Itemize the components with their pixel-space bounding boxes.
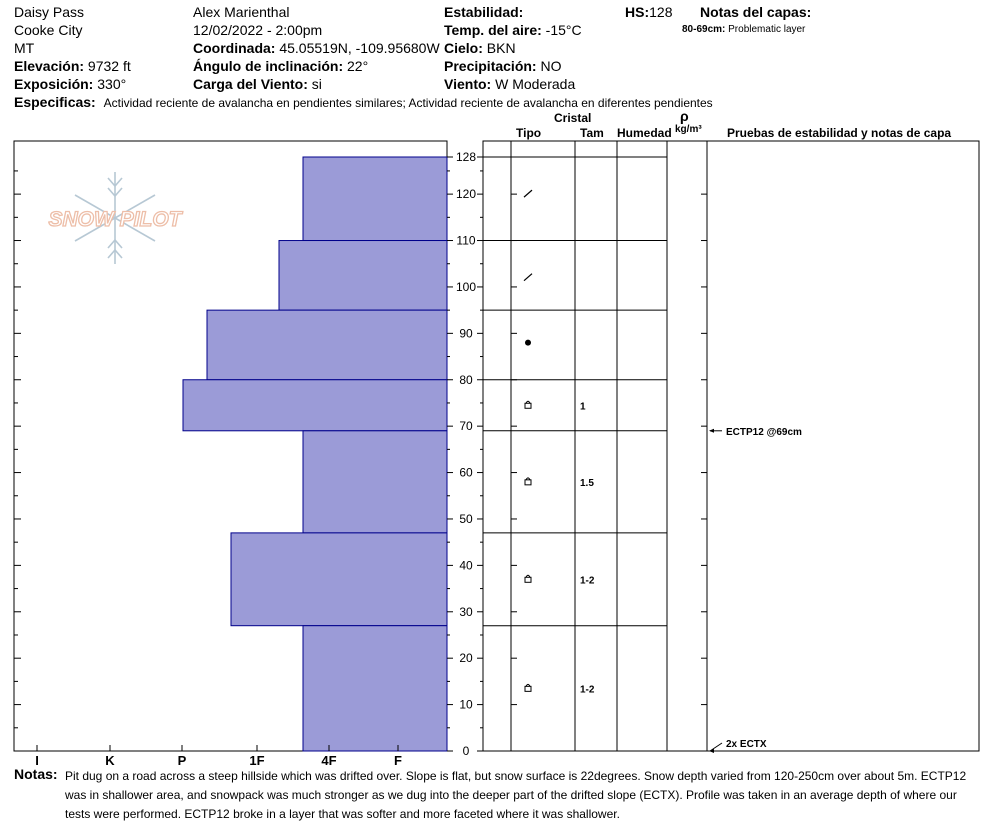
layer-note-range: 80-69cm: [682, 24, 726, 35]
hardness-bar [303, 431, 447, 533]
x-tick-label: P [177, 753, 187, 768]
logo-text: SNOW PILOT [48, 208, 182, 231]
city-name: Cooke City [14, 22, 83, 38]
depth-tick-label: 128 [455, 150, 477, 164]
faceted-crystals-icon [525, 480, 531, 485]
depth-tick-label: 80 [459, 372, 473, 387]
coord-label: Coordinada: [193, 40, 276, 56]
x-tick-label: F [394, 753, 402, 768]
grain-table [483, 141, 979, 753]
hardness-bar [303, 157, 447, 241]
aspect-value: 330° [97, 76, 127, 92]
depth-tick-label: 20 [459, 651, 473, 666]
humedad-header: Humedad [617, 126, 672, 140]
slope-value: 22° [347, 58, 369, 74]
depth-tick-label: 40 [459, 558, 473, 573]
precip-value: NO [540, 58, 562, 74]
notes-label: Notas: [14, 766, 58, 782]
elevation-value: 9732 ft [87, 58, 131, 74]
airtemp-label: Temp. del aire: [444, 22, 542, 38]
wind-label: Viento: [444, 76, 492, 92]
x-tick-label: I [35, 753, 39, 768]
rounded-grains-icon [525, 340, 531, 346]
depth-tick-label: 100 [455, 279, 477, 294]
specifics-value: Actividad reciente de avalancha en pendientes similares; Actividad reciente de avalancha en diferentes pendientes [103, 96, 713, 110]
stability-label: Estabilidad: [444, 4, 524, 20]
sky-value: BKN [486, 40, 516, 56]
state-name: MT [14, 40, 35, 56]
elevation-label: Elevación: [14, 58, 85, 74]
observation-datetime: 12/02/2022 - 2:00pm [193, 22, 323, 38]
depth-tick-label: 60 [459, 465, 473, 480]
layer-note-text: Problematic layer [728, 24, 806, 35]
depth-tick-label: 10 [459, 697, 473, 712]
specifics-label: Especificas: [14, 94, 96, 110]
tests-header: Pruebas de estabilidad y notas de capa [727, 126, 952, 140]
x-tick-label: 1F [249, 753, 265, 768]
decomposing-fragments-icon [524, 190, 532, 197]
faceted-crystals-icon [525, 686, 531, 691]
hs-label: HS: [625, 4, 650, 20]
location-name: Daisy Pass [14, 4, 85, 20]
density-unit-header: kg/m³ [675, 124, 702, 135]
depth-tick-label: 50 [459, 511, 473, 526]
test-arrow-head [709, 429, 714, 433]
tipo-header: Tipo [516, 126, 542, 140]
depth-tick-label: 110 [456, 233, 476, 248]
grain-size-label: 1.5 [580, 477, 594, 489]
faceted-crystals-icon [525, 577, 531, 582]
hardness-bar [207, 310, 447, 380]
depth-tick-label: 0 [462, 744, 470, 758]
sky-label: Cielo: [444, 40, 483, 56]
depth-tick-label: 90 [459, 326, 473, 341]
grain-size-label: 1-2 [580, 575, 595, 587]
hardness-bar [183, 380, 447, 431]
x-tick-label: 4F [321, 753, 337, 768]
test-arrow-line [710, 743, 722, 751]
rho-header: ρ [680, 108, 689, 124]
test-label: 2x ECTX [726, 739, 767, 750]
snowpilot-logo [49, 172, 184, 264]
test-label: ECTP12 @69cm [726, 426, 802, 438]
decomposing-fragments-icon [524, 274, 532, 281]
hardness-bar [231, 533, 447, 626]
aspect-label: Exposición: [14, 76, 94, 92]
depth-tick-label: 70 [459, 419, 473, 434]
grain-table-frame [483, 141, 979, 751]
grain-size-label: 1-2 [580, 684, 595, 696]
faceted-crystals-icon [525, 403, 531, 408]
layer-notes-label: Notas del capas: [700, 4, 812, 20]
cristal-header: Cristal [554, 111, 592, 125]
hs-value: 128 [649, 4, 673, 20]
depth-tick-label: 120 [455, 187, 477, 202]
windload-value: si [311, 76, 322, 92]
coord-value: 45.05519N, -109.95680W [279, 40, 440, 56]
x-tick-label: K [105, 753, 115, 768]
hardness-bar [303, 626, 447, 751]
tam-header: Tam [580, 126, 604, 140]
wind-value: W Moderada [495, 76, 576, 92]
airtemp-value: -15°C [545, 22, 582, 38]
grain-size-label: 1 [580, 401, 586, 413]
windload-label: Carga del Viento: [193, 76, 308, 92]
precip-label: Precipitación: [444, 58, 537, 74]
slope-label: Ángulo de inclinación: [193, 58, 344, 74]
observer-name: Alex Marienthal [193, 4, 290, 20]
hardness-bar [279, 241, 447, 311]
notes-text: Pit dug on a road across a steep hillside which was drifted over. Slope is flat, but snow surface is 22degrees. Snow depth varied from 120-250cm over about 5m. ECTP12 was in shallower area, and snowpack was much stronger as we dug into the deeper part of the drifted slope (ECTX). Profile was taken in an average depth of where our tests were performed. ECTP12 broke in a layer that was softer and more faceted where it was shallower. [65, 769, 967, 821]
depth-tick-label: 30 [459, 604, 473, 619]
